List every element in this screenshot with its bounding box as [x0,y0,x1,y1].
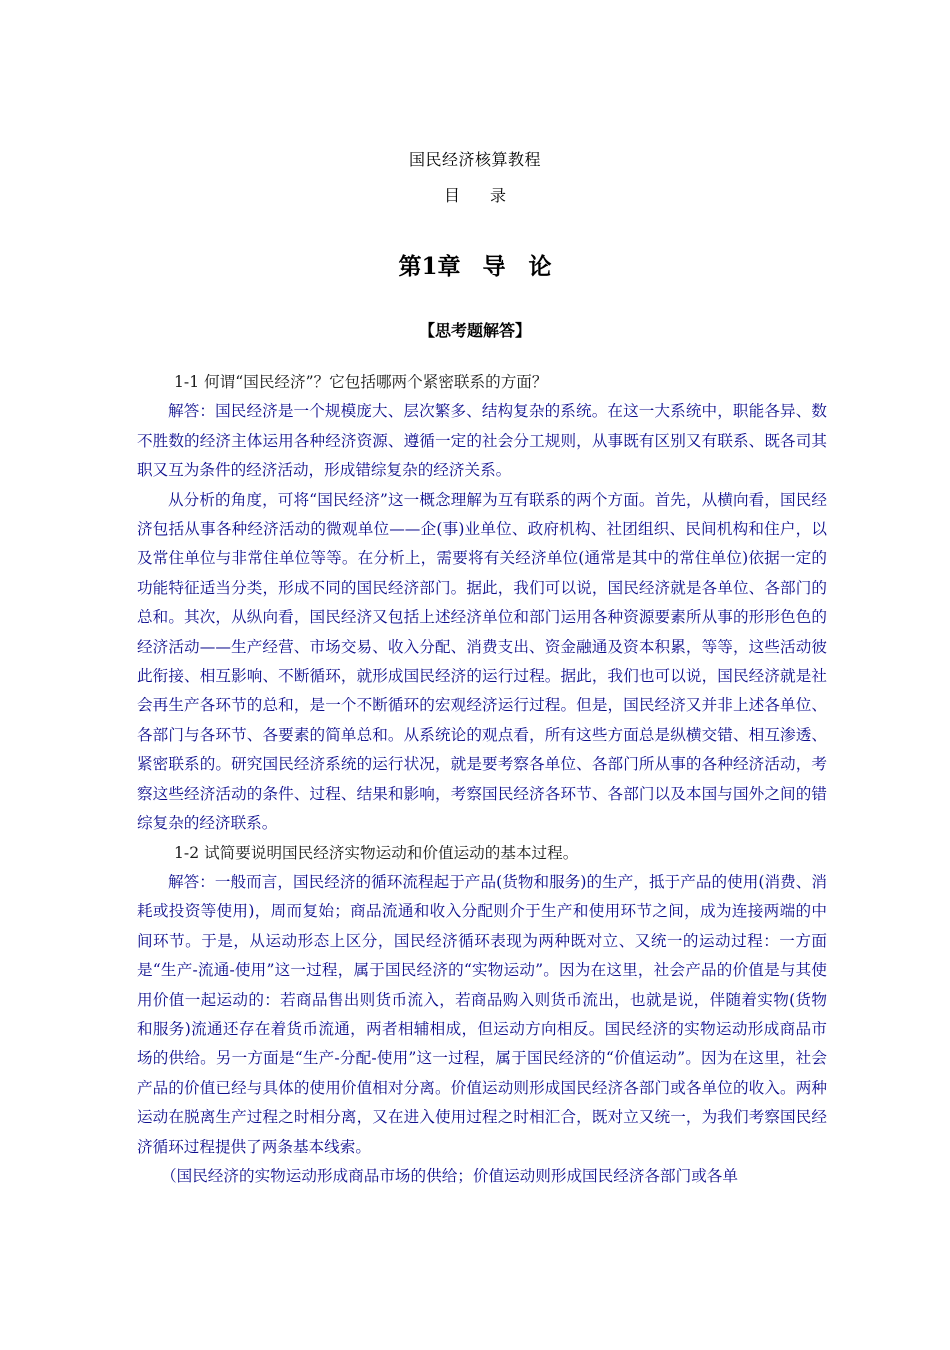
section-title: 【思考题解答】 [418,321,531,340]
toc-char-2: 录 [490,186,507,205]
answer-1-1-paragraph-1: 解答：国民经济是一个规模庞大、层次繁多、结构复杂的系统。在这一大系统中，职能各异、数不胜数的经济主体运用各种经济资源、遵循一定的社会分工规则，从事既有区别又有联系、既各司其职又互为条件的经济活动，形成错综复杂的经济关系。 [137,402,827,480]
book-title: 国民经济核算教程 [408,150,541,169]
toc-char-1: 目 [443,186,460,205]
question-1-2: 1-2 试简要说明国民经济实物运动和价值运动的基本过程。 [174,843,579,862]
table-of-contents-heading [0,183,950,206]
chapter-number: 第1章 [398,253,461,280]
answer-1-2-note: （国民经济的实物运动形成商品市场的供给；价值运动则形成国民经济各部门或各单 [161,1166,738,1185]
question-1-1: 1-1 何谓“国民经济”？它包括哪两个紧密联系的方面？ [174,373,548,391]
answer-1-1-paragraph-2: 从分析的角度，可将“国民经济”这一概念理解为互有联系的两个方面。首先，从横向看，国民经济包括从事各种经济活动的微观单位——企(事)业单位、政府机构、社团组织、民间机构和住户，以及常住单位与非常住单位等等。在分析上，需要将有关经济单位(通常是其中的常住单位)依据一定的功能特征适当分类，形成不同的国民经济部门。据此，我们可以说，国民经济就是各单位、各部门的总和。其次，从纵向看，国民经济又包括上述经济单位和部门运用各种资源要素所从事的形形色色的经济活动——生产经营、市场交易、收入分配、消费支出、资金融通及资本积累，等等，这些活动彼此衔接、相互影响、不断循环，就形成国民经济的运行过程。据此，我们也可以说，国民经济就是社会再生产各环节的总和，是一个不断循环的宏观经济运行过程。但是，国民经济又并非上述各单位、各部门与各环节、各要素的简单总和。从系统论的观点看，所有这些方面总是纵横交错、相互渗透、紧密联系的。研究国民经济系统的运行状况，就是要考察各单位、各部门所从事的各种经济活动，考察这些经济活动的条件、过程、结果和影响，考察国民经济各环节、各部门以及本国与国外之间的错综复杂的经济联系。 [137,490,827,833]
chapter-heading [0,248,950,281]
body-text [137,368,827,1191]
answer-1-2: 解答：一般而言，国民经济的循环流程起于产品(货物和服务)的生产，抵于产品的使用(消费、消耗或投资等使用)，周而复始；商品流通和收入分配则介于生产和使用环节之间，成为连接两端的中间环节。于是，从运动形态上区分，国民经济循环表现为两种既对立、又统一的运动过程：一方面是“生产-流通-使用”这一过程，属于国民经济的“实物运动”。因为在这里，社会产品的价值是与其使用价值一起运动的：若商品售出则货币流入，若商品购入则货币流出，也就是说，伴随着实物(货物和服务)流通还存在着货币流通，两者相辅相成，但运动方向相反。国民经济的实物运动形成商品市场的供给。另一方面是“生产-分配-使用”这一过程，属于国民经济的“价值运动”。因为在这里，社会产品的价值已经与具体的使用价值相对分离。价值运动则形成国民经济各部门或各单位的收入。两种运动在脱离生产过程之时相分离，又在进入使用过程之时相汇合，既对立又统一，为我们考察国民经济循环过程提供了两条基本线索。 [137,872,827,1156]
chapter-title: 导 论 [482,253,552,280]
